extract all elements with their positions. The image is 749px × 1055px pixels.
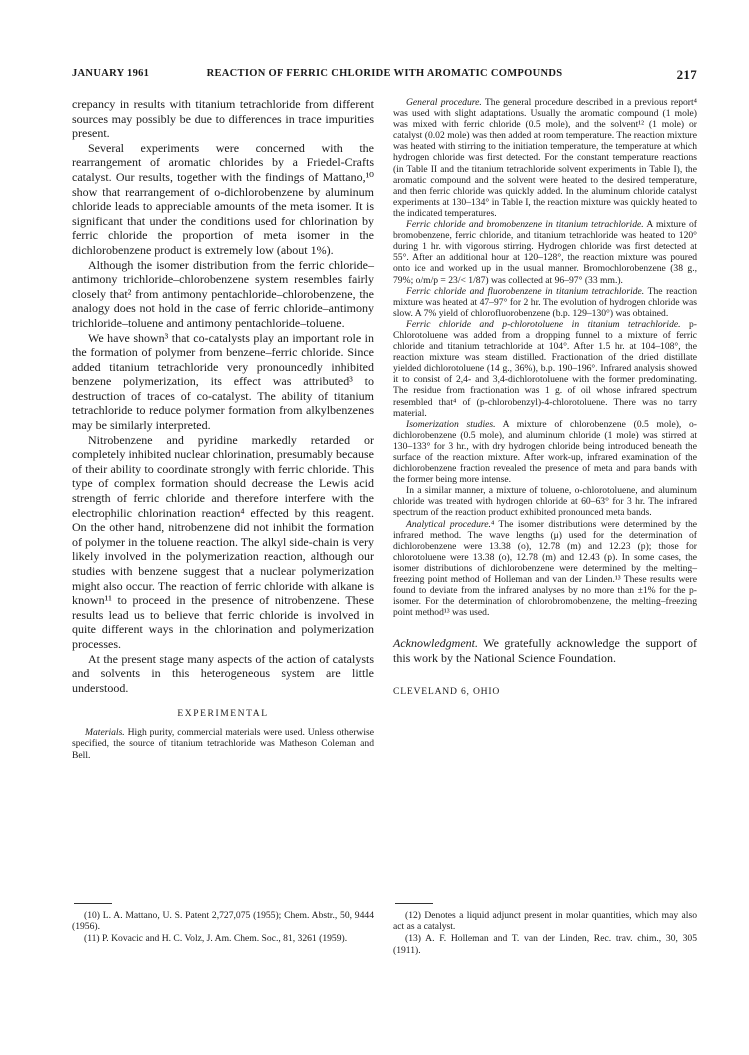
footnote: (11) P. Kovacic and H. C. Volz, J. Am. Chem. Soc., 81, 3261 (1959). — [84, 933, 348, 945]
discussion-text — [72, 97, 374, 695]
footnote: (13) A. F. Holleman and T. van der Linden, Rec. trav. chim., 30, 305 (1911). — [393, 933, 697, 956]
section-text: A mixture of bromobenzene, ferric chloride, and titanium tetrachloride was heated to 120° during 1 hr. with vigorous stirring. Hydrogen chloride was first detected at 55°. After an additional hour at 120–128°, the reaction mixture was poured onto ice and worked up in the usual manner. Bromochlorobenzene (38 g., 79%; o/m/p = 23/< 1/87) was collected at 96–97° (33 mm.). — [393, 219, 697, 286]
section-text: The reaction mixture was heated at 47–97° for 2 hr. The evolution of hydrogen chloride was slow. A 7% yield of chlorofluorobenzene (b.p. 129–130°) was obtained. — [393, 285, 697, 319]
experimental-text — [393, 97, 697, 618]
paragraph: Several experiments were concerned with the rearrangement of aromatic chlorides by a Friedel-Crafts catalyst. Our results, together with the findings of Mattano,¹⁰ show that rearrangement of o-dichlorobenzene by aluminum chloride leads to appreciable amounts of the meta isomer. It is significant that under the conditions used for chlorination by ferric chloride the proportion of meta isomer in the dichlorobenzene product is extremely low (about 1%). — [72, 140, 374, 257]
materials-text: High purity, commercial materials were used. Unless otherwise specified, the source of titanium tetrachloride was Matheson Coleman and Bell. — [72, 727, 374, 761]
page-number: 217 — [676, 67, 697, 82]
section-text: p-Chlorotoluene was added from a dropping funnel to a mixture of ferric chloride and titanium tetrachloride at 104°. After 1.5 hr. at 104–108°, the reaction mixture was steam distilled. Fractionation of the dried distillate yielded dichlorotoluene (14 g., 36%), b.p. 190–196°. Infrared analysis showed it to consist of 2,4- and 3,4-dichlorotoluene with the former predominating. The residue from fractionation was 1 g. of oil whose infrared spectrum resembled that⁴ of (p-chlorobenzyl)-4-chlorotoluene. There was no tarry material. — [393, 318, 697, 419]
acknowledgment-lead: Acknowledgment. — [393, 636, 478, 651]
paragraph: At the present stage many aspects of the action of catalysts and solvents in this heterogeneous system are little understood. — [72, 651, 374, 695]
paragraph: Although the isomer distribution from the ferric chloride–antimony trichloride–chlorobenzene system resembles fairly closely that² from antimony pentachloride–chlorobenzene, the analogy does not hold in the case of ferric chloride–antimony trichloride–toluene and antimony pentachloride–toluene. — [72, 257, 374, 330]
materials-section — [72, 727, 374, 760]
section-lead: Ferric chloride and p-chlorotoluene in titanium tetrachloride. — [406, 318, 681, 330]
section-heading-experimental: EXPERIMENTAL — [177, 709, 269, 720]
right-column — [393, 97, 697, 697]
paragraph: crepancy in results with titanium tetrachloride from different sources may possibly be due to differences in trace impurities present. — [72, 97, 374, 141]
section-lead: Ferric chloride and fluorobenzene in titanium tetrachloride. — [406, 285, 645, 297]
section-text: In a similar manner, a mixture of toluene, o-chlorotoluene, and aluminum chloride was treated with hydrogen chloride at 60–63° for 3 hr. The infrared spectrum of the reaction product exhibited pronounced meta bands. — [393, 485, 697, 519]
section-text: The general procedure described in a previous report⁴ was used with slight adaptations. Usually the aromatic compound (1 mole) was mixed with ferric chloride (0.5 mole), and the solvent¹² (1 mole) or catalyst (0.02 mole) was then added at room temperature. The reaction mixture was heated with stirring to the initiation temperature, the temperature at which hydrogen chloride was first detected. For the constant temperature reactions (in Table II and the titanium tetrachloride solvent experiments in Table I), the aromatic compound and the solvent were heated to the desired temperature, and then ferric chloride was quickly added. In the aluminum chloride catalyst experiments at 130–134° in Table I, the reaction mixture was quickly heated to the indicated temperatures. — [393, 97, 698, 219]
header-title: REACTION OF FERRIC CHLORIDE WITH AROMATIC COMPOUNDS — [206, 68, 563, 79]
materials-lead: Materials. — [85, 727, 125, 739]
footnote-rule — [74, 903, 112, 904]
section-text: ⁴ The isomer distributions were determined by the infrared method. The wave lengths (μ) used for the determination of dichlorobenzene were 13.38 (o), 12.78 (m) and 12.23 (p); those for chlorotoluene were 13.38 (o), 12.78 (m) and 12.43 (p). In some cases, the isomer distributions of dichlorobenzene were determined by the melting–freezing point method of Holleman and van der Linden.¹³ These results were found to deviate from the infrared analyses by no more than ±1% for the p-isomer. For the determination of chlorobromobenzene, the melting–freezing point method¹³ was used. — [393, 518, 697, 619]
header-date: JANUARY 1961 — [72, 68, 150, 79]
section-lead: Ferric chloride and bromobenzene in titanium tetrachloride. — [406, 219, 644, 231]
footnotes-left — [72, 903, 374, 946]
acknowledgment-text: We gratefully acknowledge the support of this work by the National Science Foundation. — [393, 636, 697, 665]
footnotes-right — [393, 903, 697, 957]
footnote-rule — [395, 903, 433, 904]
paragraph: Nitrobenzene and pyridine markedly retarded or completely inhibited nuclear chlorination, presumably because of their ability to coordinate strongly with ferric chloride. This type of complex formation should decrease the Lewis acid strength of ferric chloride and therefore interfere with the electrophilic chlorination reaction⁴ effected by this reagent. On the other hand, nitrobenzene did not inhibit the formation of polymer in the toluene reaction. The alkyl side-chain is very likely involved in the polymerization reaction, although our studies with benzene suggest that a nuclear polymerization might also occur. The reaction of ferric chloride with alkane is known¹¹ to proceed in the presence of nitrobenzene. These results lead us to believe that ferric chloride is involved in quite different ways in the chlorination and polymerization processes. — [72, 432, 375, 651]
footnote: (12) Denotes a liquid adjunct present in molar quantities, which may also act as a catalyst. — [393, 910, 697, 933]
left-column — [72, 97, 374, 761]
section-lead: Analytical procedure. — [406, 518, 491, 530]
section-text: A mixture of chlorobenzene (0.5 mole), o-dichlorobenzene (0.5 mole), and aluminum chloride (1 mole) was stirred at 130–133° for 3 hr., with dry hydrogen chloride being introduced beneath the surface of the reaction mixture. After work-up, infrared examination of the dichlorobenzene fraction revealed the presence of meta and para bands with the former being more intense. — [393, 418, 697, 486]
running-header — [72, 68, 697, 84]
section-lead: Isomerization studies. — [406, 418, 496, 430]
acknowledgment — [393, 636, 697, 665]
paragraph: We have shown³ that co-catalysts play an important role in the formation of polymer from benzene–ferric chloride. Since added titanium tetrachloride very pronouncedly inhibited benzene polymerization, its effect was attributed³ to destruction of traces of co-catalyst. The ability of titanium tetrachloride to reduce polymer formation from alkylbenzenes may be similarly interpreted. — [72, 330, 374, 433]
footnote: (10) L. A. Mattano, U. S. Patent 2,727,075 (1955); Chem. Abstr., 50, 9444 (1956). — [72, 910, 374, 933]
author-address: CLEVELAND 6, OHIO — [393, 685, 501, 697]
section-lead: General procedure. — [406, 97, 482, 108]
